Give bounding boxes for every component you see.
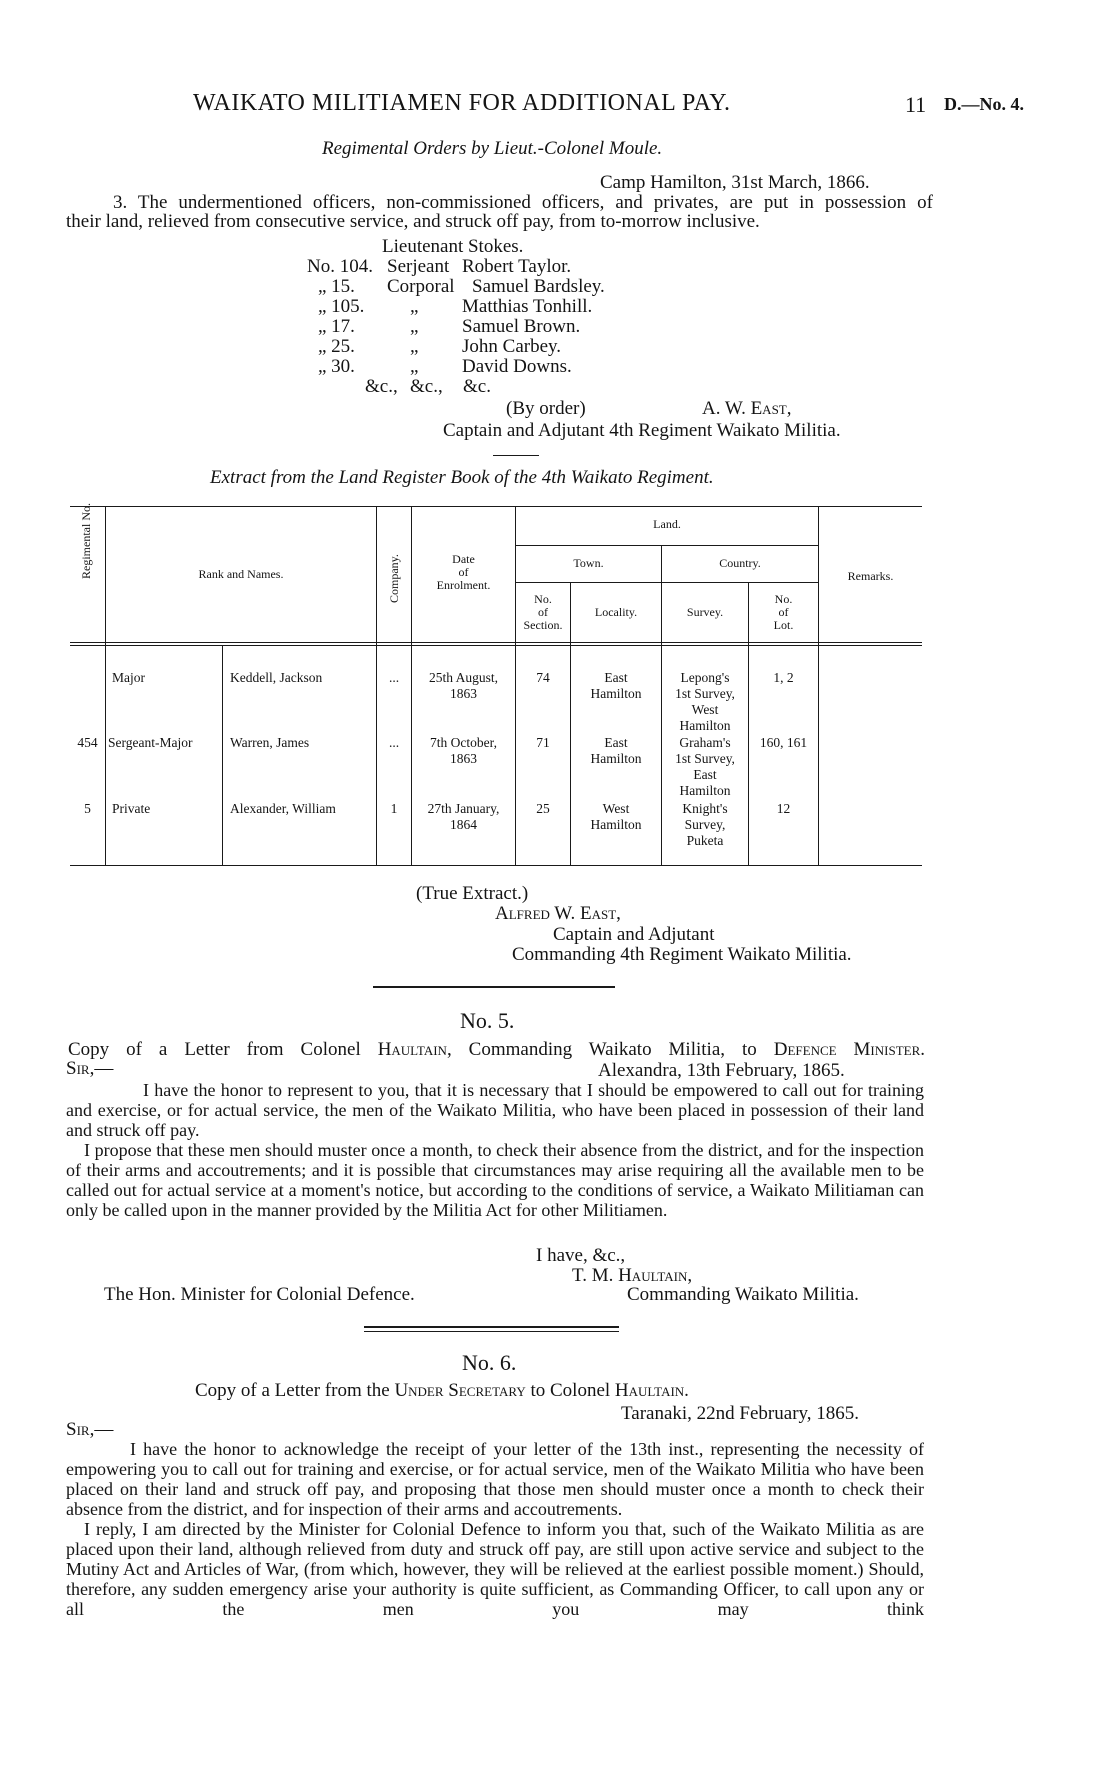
survey-line: Survey, [684, 817, 726, 832]
cell-survey [662, 670, 748, 734]
survey-line: Hamilton [679, 718, 731, 733]
cell-date [412, 735, 515, 767]
cell-date [412, 670, 515, 702]
no6-date-line: Taranaki, 22nd February, 1865. [621, 1403, 860, 1424]
cell-date [412, 801, 515, 833]
list-item-no: „ 15. [318, 276, 355, 297]
list-item-name: Samuel Brown. [462, 316, 581, 337]
document-reference: D.—No. 4. [944, 94, 1024, 114]
title-text: Copy of a Letter from the [195, 1380, 390, 1401]
extract-signer: Alfred W. East, [495, 903, 621, 924]
list-item-rank: „ [410, 316, 419, 337]
col-header-lot-no [749, 593, 818, 632]
date-line: 27th January, [427, 801, 500, 816]
no5-date-line: Alexandra, 13th February, 1865. [598, 1060, 845, 1081]
list-item-no: „ 105. [318, 296, 365, 317]
orders-paragraph-line2: their land, relieved from consecutive service, and struck off pay, from to-morrow inclusive. [66, 211, 760, 232]
section-divider [373, 986, 615, 988]
no6-salutation: Sir,— [66, 1419, 114, 1440]
cell-lot: 12 [776, 801, 791, 816]
survey-line: Graham's [679, 735, 731, 750]
list-item-no: „ 30. [318, 356, 355, 377]
list-item-rank: Serjeant [387, 256, 450, 277]
survey-line: East [693, 767, 717, 782]
list-item-name: Matthias Tonhill. [462, 296, 593, 317]
extract-signer-title: Commanding 4th Regiment Waikato Militia. [512, 944, 852, 965]
signer-initials: A. W. [702, 398, 746, 419]
no5-heading: No. 5. [460, 1008, 515, 1033]
divider [493, 455, 539, 456]
date-header-line: of [458, 565, 469, 579]
cell-survey [662, 801, 748, 849]
survey-line: 1st Survey, [675, 751, 735, 766]
section-header-line: Section. [523, 618, 563, 632]
cell-company: 1 [390, 801, 398, 816]
title-recipient: Defence Minister. [773, 1039, 926, 1060]
lot-header-line: Lot. [773, 618, 794, 632]
signer-surname: East, [750, 398, 792, 419]
date-line: 1863 [450, 751, 477, 766]
locality-line: West [602, 801, 630, 816]
cell-section: 74 [536, 670, 550, 685]
date-header-line: Date [452, 552, 475, 566]
list-etc: &c., [410, 376, 443, 397]
orders-signer-title: Captain and Adjutant 4th Regiment Waikato Militia. [443, 420, 841, 441]
title-text: Commanding Waikato Militia, to [468, 1039, 757, 1060]
cell-name: Warren, James [230, 735, 310, 750]
cell-rank: Sergeant-Major [108, 735, 193, 750]
no6-body [66, 1439, 924, 1619]
list-etc: &c., [365, 376, 398, 397]
table-header-rule [70, 642, 922, 643]
list-item-no: No. 104. [307, 256, 373, 277]
cell-regimental-no: 5 [84, 801, 91, 816]
section-header-line: of [538, 605, 548, 619]
list-item-no: „ 25. [318, 336, 355, 357]
col-header-section-no [516, 593, 570, 632]
cell-company: ... [388, 670, 400, 685]
section-divider [364, 1326, 619, 1328]
extract-heading: Extract from the Land Register Book of the 4th Waikato Regiment. [210, 467, 714, 488]
no5-title [68, 1039, 925, 1060]
col-header-locality: Locality. [594, 605, 638, 619]
locality-line: East [604, 735, 628, 750]
cell-section: 71 [536, 735, 550, 750]
lot-header-line: No. [774, 592, 793, 606]
orders-date-line: Camp Hamilton, 31st March, 1866. [600, 172, 870, 193]
cell-section: 25 [536, 801, 550, 816]
date-line: 1864 [450, 817, 477, 832]
list-item-name: David Downs. [462, 356, 572, 377]
cell-rank: Major [112, 670, 145, 685]
column-rule [222, 645, 223, 865]
list-item-name: Samuel Bardsley. [472, 276, 605, 297]
no5-addressee: The Hon. Minister for Colonial Defence. [104, 1284, 415, 1305]
table-header-rule-2 [70, 645, 922, 646]
survey-line: Puketa [686, 833, 724, 848]
col-header-remarks: Remarks. [847, 569, 894, 583]
extract-signer-title: Captain and Adjutant [553, 924, 715, 945]
orders-heading: Regimental Orders by Lieut.-Colonel Moule. [322, 138, 663, 159]
cell-locality [571, 735, 661, 767]
col-header-company: Company. [387, 554, 401, 603]
lot-header-line: of [778, 605, 789, 619]
title-text: to Colonel [530, 1380, 611, 1401]
cell-lot: 1, 2 [773, 670, 794, 685]
survey-line: 1st Survey, [675, 686, 735, 701]
locality-line: Hamilton [590, 817, 642, 832]
survey-line: Hamilton [679, 783, 731, 798]
list-item-name: John Carbey. [462, 336, 562, 357]
survey-line: Knight's [682, 801, 728, 816]
town-country-subheader-rule [515, 582, 818, 583]
table-top-rule [70, 506, 922, 507]
section-divider [364, 1331, 619, 1332]
col-header-town: Town. [573, 556, 604, 570]
orders-signer [702, 398, 792, 419]
locality-line: East [604, 670, 628, 685]
col-header-country: Country. [719, 556, 761, 570]
title-name: Haultain, [377, 1039, 452, 1060]
section-header-line: No. [534, 592, 552, 606]
no5-body [66, 1080, 924, 1220]
paragraph: I reply, I am directed by the Minister for Colonial Defence to inform you that, such of the Waikato Militia as are placed upon their land, although relieved from duty and struck off pay, are still upon active service and subject to the Mutiny Act and Articles of War, (from which, however, they will be relieved at the earliest possible moment.) Should, therefore, any sudden emergency arise your authority is quite sufficient, as Commanding Officer, to call upon any or all the men you may think [66, 1519, 924, 1619]
cell-rank: Private [112, 801, 151, 816]
column-rule [818, 506, 819, 866]
paragraph: I propose that these men should muster once a month, to check their absence from the district, and for the inspection of their arms and accoutrements; and it is possible that circumstances may arise requiring all the available men to be called out for actual service at a moment's notice, but according to the conditions of service, a Waikato Militiaman can only be called upon in the manner provided by the Militia Act for other Militiamen. [66, 1140, 924, 1220]
date-line: 7th October, [430, 735, 497, 750]
cell-locality [571, 801, 661, 833]
no6-heading: No. 6. [462, 1350, 517, 1375]
list-item-rank: „ [410, 356, 419, 377]
survey-line: West [691, 702, 719, 717]
locality-line: Hamilton [590, 686, 642, 701]
list-item-no: „ 17. [318, 316, 355, 337]
no6-title [195, 1380, 689, 1401]
cell-locality [571, 670, 661, 702]
col-header-rank-names: Rank and Names. [198, 567, 284, 581]
locality-line: Hamilton [590, 751, 642, 766]
cell-survey [662, 735, 748, 799]
cell-name: Keddell, Jackson [230, 670, 323, 685]
col-header-survey: Survey. [686, 605, 724, 619]
title-recipient: Haultain. [614, 1380, 689, 1401]
list-item-rank: „ [410, 336, 419, 357]
orders-officer: Lieutenant Stokes. [382, 236, 524, 257]
survey-line: Lepong's [680, 670, 730, 685]
column-rule [105, 506, 106, 866]
list-item-rank: „ [410, 296, 419, 317]
cell-lot: 160, 161 [759, 735, 808, 750]
title-text: Copy of a Letter from Colonel [68, 1039, 361, 1060]
col-header-date [412, 553, 515, 592]
col-header-land: Land. [653, 517, 681, 531]
cell-regimental-no: 454 [77, 735, 98, 750]
list-item-rank: Corporal [387, 276, 455, 297]
col-header-regimental-no: Regimental No. [79, 503, 93, 579]
page-title: WAIKATO MILITIAMEN FOR ADDITIONAL PAY. [193, 90, 731, 116]
cell-company: ... [388, 735, 400, 750]
title-sender: Under Secretary [394, 1380, 526, 1401]
date-header-line: Enrolment. [436, 578, 491, 592]
paragraph: I have the honor to represent to you, that it is necessary that I should be empowered to call out for training and exercise, or for actual service, the men of the Waikato Militia, who have been placed in possession of their land and struck off pay. [66, 1080, 924, 1140]
date-line: 1863 [450, 686, 477, 701]
land-subheader-rule [515, 545, 818, 546]
no5-closing: I have, &c., [536, 1245, 626, 1266]
orders-paragraph-line1: 3. The undermentioned officers, non-commissioned officers, and privates, are put in possession of [113, 192, 933, 213]
no5-signer-title: Commanding Waikato Militia. [627, 1284, 859, 1305]
table-bottom-rule [70, 865, 922, 866]
paragraph: I have the honor to acknowledge the receipt of your letter of the 13th inst., representing the necessity of empowering you to call out for training and exercise, or for actual service, men of the Waikato Militia who have been placed on their land and struck off pay, and proposing that those men should muster once a month to check their absence from the district, and for inspection of their arms and accoutrements. [66, 1439, 924, 1519]
true-extract: (True Extract.) [416, 883, 529, 904]
page-number: 11 [905, 92, 927, 117]
no5-salutation: Sir,— [66, 1058, 114, 1079]
list-etc: &c. [463, 376, 491, 397]
list-item-name: Robert Taylor. [462, 256, 572, 277]
cell-name: Alexander, William [230, 801, 336, 816]
by-order: (By order) [506, 398, 586, 419]
date-line: 25th August, [428, 670, 498, 685]
no5-signer: T. M. Haultain, [572, 1265, 693, 1286]
